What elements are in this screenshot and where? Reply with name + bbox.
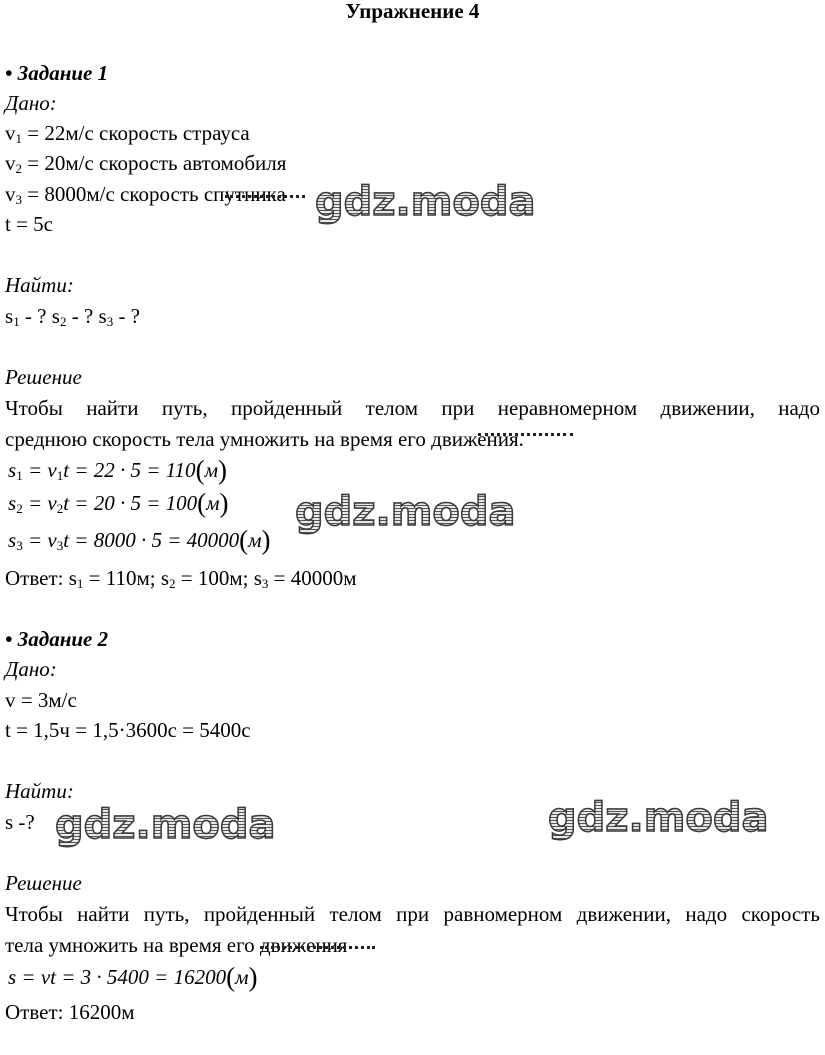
task2-given-t: t = 1,5ч = 1,5·3600с = 5400с [5, 718, 251, 742]
task1-given-v3: $v_3 = 8000м/с$ скорость спутника [5, 182, 286, 207]
task2-solution-line2: тела умножить на время его движения [5, 933, 348, 957]
task1-formula-3: $s_3 = v_3t = 8000 \cdot 5 = 40000(м)$ [8, 525, 271, 555]
watermark-logo: gdz.moda [295, 489, 516, 535]
task1-answer: Ответ: $s_1 = 110м$; $s_2 = 100м$; $s_3 = 40000м$ [5, 566, 357, 591]
task1-given-v2: $v_2 = 20м/с$ скорость автомобиля [5, 151, 287, 176]
task2-heading: • Задание 2 [5, 627, 109, 651]
task1-formula-1: $s_1 = v_1t = 22 \cdot 5 = 110(м)$ [8, 455, 227, 485]
task2-solution-line1: Чтобы найти путь, пройденный телом при равномерном движении, надо скорость [5, 902, 820, 926]
watermark-logo: gdz.moda [55, 802, 276, 848]
task2-answer: Ответ: 16200м [5, 1000, 135, 1024]
task1-solution-label: Решение [5, 365, 82, 389]
task2-given-v: v = 3м/с [5, 688, 77, 712]
task2-given-label: Дано: [5, 657, 57, 681]
task1-given-t: t = 5с [5, 212, 53, 236]
task2-solution-label: Решение [5, 871, 82, 895]
task1-given-label: Дано: [5, 91, 57, 115]
task1-given-v1: $v_1 = 22м/с$ скорость страуса [5, 121, 250, 146]
task2-find-label: Найти: [5, 779, 74, 803]
watermark-logo: gdz.moda [315, 179, 536, 225]
task1-heading: • Задание 1 [5, 61, 109, 85]
watermark-logo: gdz.moda [548, 795, 769, 841]
watermark-dots [225, 195, 305, 201]
task2-formula: s = vt = 3 · 5400 = 16200(м) [8, 962, 258, 992]
page-title: Упражнение 4 [345, 0, 480, 23]
watermark-dots [478, 433, 573, 439]
task1-solution-line1: Чтобы найти путь, пройденный телом при неравномерном движении, надо [5, 396, 820, 420]
task1-find-label: Найти: [5, 273, 74, 297]
watermark-dots [260, 946, 375, 952]
task1-find: $s_1$ - ? $s_2$ - ? $s_3$ - ? [5, 304, 141, 329]
task1-solution-line2: среднюю скорость тела умножить на время его движения. [5, 427, 524, 451]
task2-find: s -? [5, 810, 35, 834]
task1-formula-2: $s_2 = v_2t = 20 \cdot 5 = 100(м)$ [8, 488, 229, 518]
